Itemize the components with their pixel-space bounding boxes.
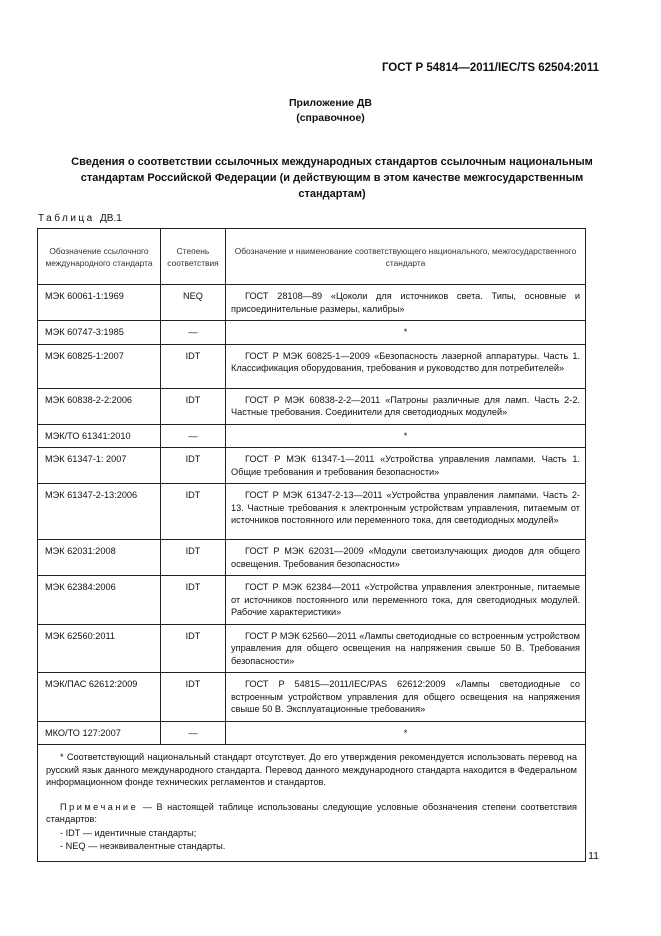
table-label — [38, 213, 122, 224]
table-row — [38, 576, 586, 625]
table-row — [38, 624, 586, 673]
cell-national-standard: ГОСТ Р МЭК 60825-1—2009 «Безопасность лазерной аппаратуры. Часть 1. Классификация оборудования, требования и руководство для потребителей» — [226, 344, 586, 388]
cell-intl-standard: МЭК/ТО 61341:2010 — [38, 424, 161, 448]
cell-degree: IDT — [161, 388, 226, 424]
header-national: Обозначение и наименование соответствующего национального, межгосударственного стандарта — [226, 229, 586, 285]
document-code: ГОСТ Р 54814—2011/IEC/TS 62504:2011 — [381, 62, 599, 74]
table-row — [38, 673, 586, 722]
cell-intl-standard: МЭК 60747-3:1985 — [38, 321, 161, 345]
cell-degree: IDT — [161, 344, 226, 388]
cell-intl-standard: МЭК 62560:2011 — [38, 624, 161, 673]
cell-degree: IDT — [161, 673, 226, 722]
cell-intl-standard: МКО/ТО 127:2007 — [38, 721, 161, 745]
cell-intl-standard: МЭК 62384:2006 — [38, 576, 161, 625]
annex-subtitle: (справочное) — [296, 112, 365, 124]
table-row — [38, 448, 586, 484]
table-row — [38, 424, 586, 448]
cell-national-standard: ГОСТ Р МЭК 61347-1—2011 «Устройства управления лампами. Часть 1. Общие требования и требования безопасности» — [226, 448, 586, 484]
notes-cell — [38, 745, 586, 862]
cell-national-standard: ГОСТ Р МЭК 62031—2009 «Модули светоизлучающих диодов для общего освещения. Требования безопасности» — [226, 540, 586, 576]
cell-intl-standard: МЭК/ПАС 62612:2009 — [38, 673, 161, 722]
cell-national-standard: ГОСТ Р МЭК 62384—2011 «Устройства управления электронные, питаемые от источников постоянного или переменного тока, для светодиодных модулей. Рабочие характеристики» — [226, 576, 586, 625]
table-header-row — [38, 229, 586, 285]
cell-degree: IDT — [161, 576, 226, 625]
cell-intl-standard: МЭК 60838-2-2:2006 — [38, 388, 161, 424]
header-degree: Степень соответствия — [161, 229, 226, 285]
table-row — [38, 344, 586, 388]
cell-degree: IDT — [161, 624, 226, 673]
cell-degree: — — [161, 321, 226, 345]
table-label-word: Таблица — [38, 213, 95, 224]
table-row — [38, 388, 586, 424]
footnote: * Соответствующий национальный стандарт отсутствует. До его утверждения рекомендуется использовать перевод на русский язык данного международного стандарта. Перевод данного международного стандарта находится в Федеральном информационном фонде технических регламентов и стандартов. — [46, 752, 577, 787]
cell-degree: NEQ — [161, 285, 226, 321]
cell-national-standard: * — [226, 424, 586, 448]
note-text: — В настоящей таблице использованы следующие условные обозначения степени соответствия стандартов: — [46, 801, 578, 824]
note-label: Примечание — [60, 801, 139, 812]
table-row — [38, 721, 586, 745]
cell-intl-standard: МЭК 60061-1:1969 — [38, 285, 161, 321]
table-row — [38, 540, 586, 576]
cell-intl-standard: МЭК 61347-2-13:2006 — [38, 484, 161, 540]
cell-intl-standard: МЭК 61347-1: 2007 — [38, 448, 161, 484]
section-title: Сведения о соответствии ссылочных международных стандартов ссылочным национальным стандартам Российской Федерации (и действующим в этом качестве межгосударственным стандартам) — [71, 156, 593, 200]
cell-intl-standard: МЭК 62031:2008 — [38, 540, 161, 576]
cell-national-standard: ГОСТ Р МЭК 61347-2-13—2011 «Устройства управления лампами. Часть 2-13. Частные требования к электронным устройствам управления, питаемым от источников постоянного или переменного тока, для светодиодных модулей» — [226, 484, 586, 540]
cell-degree: IDT — [161, 540, 226, 576]
table-label-number: ДВ.1 — [100, 213, 122, 224]
page-number: 11 — [588, 850, 599, 862]
note-item-idt: - IDT — идентичные стандарты; — [60, 827, 197, 838]
note-item-neq: - NEQ — неэквивалентные стандарты. — [60, 841, 226, 851]
cell-intl-standard: МЭК 60825-1:2007 — [38, 344, 161, 388]
cell-national-standard: ГОСТ Р 54815—2011/IEC/PAS 62612:2009 «Лампы светодиодные со встроенным устройством управления для общего освещения на напряжения свыше 50 В. Эксплуатационные требования» — [226, 673, 586, 722]
table-row — [38, 285, 586, 321]
annex-heading — [0, 96, 661, 126]
table-row — [38, 484, 586, 540]
cell-degree: IDT — [161, 484, 226, 540]
cell-national-standard: ГОСТ 28108—89 «Цоколи для источников света. Типы, основные и присоединительные размеры, калибры» — [226, 285, 586, 321]
cell-national-standard: * — [226, 721, 586, 745]
cell-national-standard: * — [226, 321, 586, 345]
note — [46, 801, 577, 826]
cell-national-standard: ГОСТ Р МЭК 62560—2011 «Лампы светодиодные со встроенным устройством управления для общего освещения на напряжения свыше 50 В. Требования безопасности» — [226, 624, 586, 673]
notes-row — [38, 745, 586, 862]
cell-degree: — — [161, 721, 226, 745]
cell-degree: — — [161, 424, 226, 448]
header-intl: Обозначение ссылочного международного стандарта — [38, 229, 161, 285]
cell-degree: IDT — [161, 448, 226, 484]
cell-national-standard: ГОСТ Р МЭК 60838-2-2—2011 «Патроны различные для ламп. Часть 2-2. Частные требования. Соединители для светодиодных модулей» — [226, 388, 586, 424]
standards-table — [37, 228, 586, 862]
table-row — [38, 321, 586, 345]
annex-title: Приложение ДВ — [289, 97, 372, 109]
